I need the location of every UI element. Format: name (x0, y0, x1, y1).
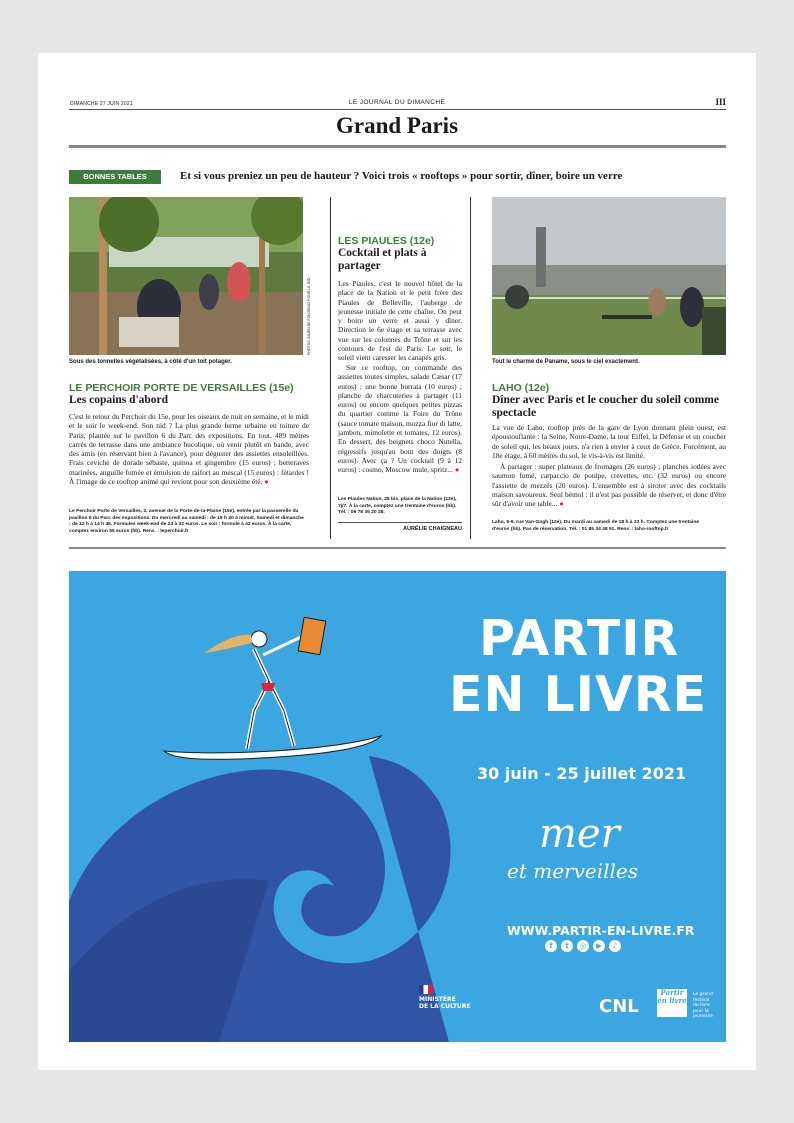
author-rule (338, 522, 462, 523)
laho-title: Dîner avec Paris et le coucher du soleil comme spectacle (492, 394, 719, 419)
partir-en-livre-ad (69, 571, 726, 1042)
ad-theme-word2: et merveilles (507, 859, 639, 883)
perchoir-title: Les copains d'abord (69, 394, 169, 406)
ad-theme-word1: mer (539, 811, 620, 857)
instagram-icon[interactable]: ◎ (577, 940, 589, 952)
section-title: Grand Paris (335, 113, 459, 138)
ad-title-line2: EN LIVRE (449, 666, 708, 723)
piaules-info: Les Piaules Nation, 28 bis, place de la Nation (12e), 7j/7. À la carte, comptez une trentaine d'euros (hb). Tél. : 09 78 36 20 28. (338, 497, 457, 515)
piaules-title: Cocktail et plats à partager (338, 247, 427, 272)
facebook-icon[interactable]: f (545, 940, 557, 952)
laho-info: Laho, 5-9, rue Van-Gogh (12e). Du mardi au samedi de 18 h à 23 h. Comptez une trentaine d'euros (hb). Pas de réservation. Tél. : 01 85 34 48 91. Rens. : laho-rooftop.fr (492, 520, 700, 532)
piaules-kicker: LES PIAULES (12e) (338, 235, 435, 247)
issue-date: DIMANCHE 27 JUIN 2021 (70, 101, 133, 107)
ad-title (449, 611, 707, 723)
bottom-rule (69, 547, 726, 549)
header-rule (69, 109, 726, 110)
twitter-icon[interactable]: t (561, 940, 573, 952)
perchoir-kicker: LE PERCHOIR PORTE DE VERSAILLES (15e) (69, 382, 294, 394)
ad-credit (74, 671, 82, 871)
laho-body2: À partager : super plateaux de fromages (26 euros) ; planches iodées avec saumon fumé, carpaccio de poulpe, crevettes, etc. (32 euros) ou encore l'assiette de mezzés (20 euros). L'ensemble est à siroter avec des cocktails maison savoureux. Seul bémol : il n'est pas possible de réserver, et donc d'être sûr d'avoir une table... ● (492, 462, 726, 509)
section-rule (69, 145, 726, 148)
ministere-logo: MINISTÈRE DE LA CULTURE (419, 996, 471, 1010)
laho-kicker: LAHO (12e) (492, 382, 550, 394)
festival-logo-text: Le grand festival du livre pour la jeunesse (693, 992, 713, 1019)
rubric-badge: BONNES TABLES (69, 170, 161, 184)
republique-flag-icon (419, 985, 433, 994)
perchoir-caption: Sous des tonnelles végétalisées, à côté d'un toit potager. (69, 359, 232, 365)
page-number: III (715, 97, 726, 107)
youtube-icon[interactable]: ▶ (593, 940, 605, 952)
laho-caption: Tout le charme de Paname, sous le ciel exactement. (492, 359, 640, 365)
ad-url[interactable]: WWW.PARTIR-EN-LIVRE.FR (507, 923, 695, 938)
end-dot: ● (264, 477, 269, 487)
laho-body: La vue de Laho, rooftop près de la gare de Lyon donnant plein ouest, est époustouflante : la Seine, Notre-Dame, la tour Eiffel, la Défense et un coucher de soleil qui, les beaux jours, n'a rien à envier à ceux de Grèce. Forcément, au 18e étage, à 60 mètres du sol, le vis-à-vis est limité. (492, 423, 726, 460)
ad-dates: 30 juin - 25 juillet 2021 (477, 764, 687, 783)
cnl-logo: CNL (599, 996, 639, 1017)
rubric-tagline: Et si vous preniez un peu de hauteur ? Voici trois « rooftops » pour sortir, dîner, boire un verre (180, 170, 623, 182)
column-divider (470, 197, 471, 539)
perchoir-photo (69, 197, 303, 355)
partir-en-livre-logo: Partir en livre (657, 989, 687, 1017)
column-divider (330, 197, 331, 539)
tiktok-icon[interactable]: ♪ (609, 940, 621, 952)
author: AURÉLIE CHAIGNEAU (403, 526, 462, 532)
ad-title-line1: PARTIR (479, 610, 680, 667)
laho-photo (492, 197, 726, 355)
photo-credit: PHOTOS JULIEN DE FONTENAY POUR LE JDD (307, 277, 311, 355)
perchoir-info: Le Perchoir Porte de Versailles, 2, avenue de la Porte-de-la-Plaine (15e), entrée par la passerelle du pavillon 6 du Parc des expositions. Du mercredi au samedi : de 19 h 30 à minuit. Samedi et dimanche : de 12 h à 14 h 45. Formules week-end de 24 à 32 euros. Le soir : formule à 42 euros. À la carte, comptez environ 55 euros (hb). Rens. : leperchoir.fr (69, 509, 304, 534)
newspaper-page (38, 53, 756, 1070)
piaules-body: Les Piaules, c'est le nouvel hôtel de la place de la Nation et le petit frère des Piaules de Belleville, l'auberge de jeunesse initiale de cette chaîne. On peut y boire un verre et aussi y dîner. Direction le 6e étage et sa terrasse avec vue sur les colonnes du Trône et sur les contours de l'est de Paris. Le soir, le soleil vient caresser les canapés gris. (338, 279, 462, 363)
paper-name: LE JOURNAL DU DIMANCHE (348, 99, 446, 106)
perchoir-body: C'est le retour du Perchoir du 15e, pour les oiseaux de nuit en semaine, et le midi et le soir le week-end. Son nid ? La plus grande ferme urbaine en toiture de Paris, plantée sur le pavillon 6 du Parc des expositions. En tout, 489 mètres carrés de terrasse dans une ambiance bucolique, où venir plutôt en bande, avec des amis (en réservant bien à l'avance), pour déguster des assiettes ensoleillées. Frais ceviche de dorade sébaste, quinoa et gingembre (15 euros) ; betteraves marinées, anguille fumée et émulsion de raifort au mescal (15 euros) : fétardes ! À l'image de ce rooftop animé qui revient pour son deuxième été. ● (69, 412, 309, 487)
piaules-body2: Sur ce rooftop, on commande des assiettes toutes simples, salade Cæsar (17 euros) ; une bonne burrata (10 euros) ; planche de charcuteries à partager (11 euros) ou encore quelques petites pizzas du quartier comme la Foire du Trône (sauce tomate maison, mozza fior di latte, jambon, mimolette et tomates, 12 euros). En dessert, des beignets choco Nutella, régressifs jusqu'au bout des doigts (8 euros). Avec ça ? Un cocktail (9 à 12 euros) : cosmo, Moscow mule, spritz... ● (338, 363, 462, 475)
